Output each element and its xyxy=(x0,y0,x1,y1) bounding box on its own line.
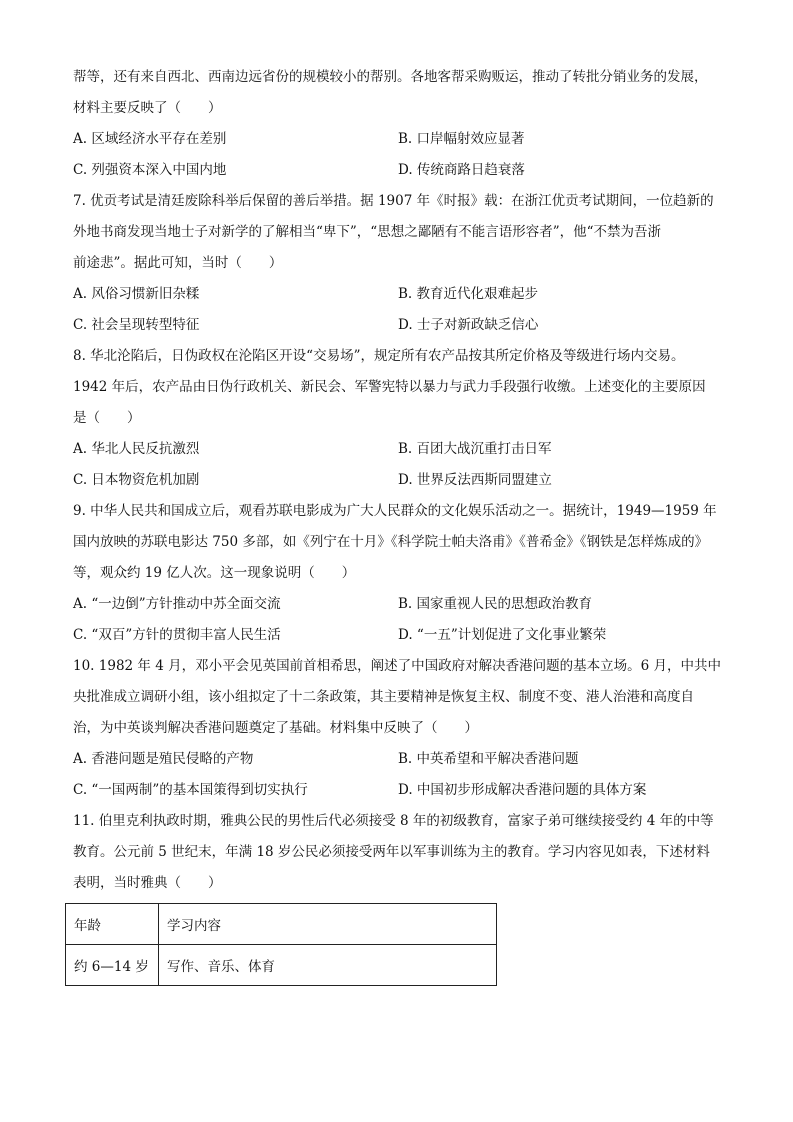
q8-options-row-2 xyxy=(73,465,725,496)
q8-option-d: D. 世界反法西斯同盟建立 xyxy=(398,472,552,488)
q8-options-row-1 xyxy=(73,434,725,465)
q9-option-c: C. “双百”方针的贯彻丰富人民生活 xyxy=(73,627,281,643)
q7-options-row-1 xyxy=(73,279,725,310)
q7-option-c: C. 社会呈现转型特征 xyxy=(73,317,200,333)
q9-text-line-3: 等，观众约 19 亿人次。这一现象说明（ ） xyxy=(73,565,356,581)
q10-option-a: A. 香港问题是殖民侵略的产物 xyxy=(73,751,254,767)
q7-text-line-1: 7. 优贡考试是清廷废除科举后保留的善后举措。据 1907 年《时报》载：在浙江优贡考试期间，一位趋新的 xyxy=(73,193,714,209)
q9-options-row-1 xyxy=(73,589,725,620)
q10-options-row-1 xyxy=(73,744,725,775)
q7-text-line-2: 外地书商发现当地士子对新学的了解相当“卑下”，“思想之鄙陋有不能言语形容者”，他“不禁为吾浙 xyxy=(73,224,662,240)
q11-education-table xyxy=(65,903,497,986)
q9-option-d: D. “一五”计划促进了文化事业繁荣 xyxy=(398,627,607,643)
q8-option-c: C. 日本物资危机加剧 xyxy=(73,472,200,488)
q9-options-row-2 xyxy=(73,620,725,651)
q8-text-line-1: 8. 华北沦陷后，日伪政权在沦陷区开设“交易场”，规定所有农产品按其所定价格及等级进行场内交易。 xyxy=(73,348,685,364)
q11-text-line-3: 表明，当时雅典（ ） xyxy=(73,875,222,891)
q10-option-d: D. 中国初步形成解决香港问题的具体方案 xyxy=(398,782,647,798)
q6-option-c: C. 列强资本深入中国内地 xyxy=(73,162,227,178)
table-header-row xyxy=(66,904,497,945)
q6-text-line-1: 帮等，还有来自西北、西南边远省份的规模较小的帮别。各地客帮采购贩运，推动了转批分销业务的发展， xyxy=(73,69,708,85)
table-header-age: 年龄 xyxy=(66,904,159,945)
table-row xyxy=(66,945,497,986)
q10-options-row-2 xyxy=(73,775,725,806)
q7-text-line-3: 前途悲”。据此可知，当时（ ） xyxy=(73,255,283,271)
exam-page xyxy=(73,62,725,899)
q9-option-b: B. 国家重视人民的思想政治教育 xyxy=(398,596,593,612)
q8-option-a: A. 华北人民反抗激烈 xyxy=(73,441,200,457)
q8-text-line-2: 1942 年后，农产品由日伪行政机关、新民会、军警宪特以暴力与武力手段强行收缴。上述变化的主要原因 xyxy=(73,379,706,395)
table-cell-content: 写作、音乐、体育 xyxy=(159,945,497,986)
q7-option-a: A. 风俗习惯新旧杂糅 xyxy=(73,286,200,302)
q11-text-line-1: 11. 伯里克利执政时期，雅典公民的男性后代必须接受 8 年的初级教育，富家子弟可继续接受约 4 年的中等 xyxy=(73,813,714,829)
q11-text-line-2: 教育。公元前 5 世纪末，年满 18 岁公民必须接受两年以军事训练为主的教育。学习内容见如表，下述材料 xyxy=(73,844,710,860)
q10-text-line-1: 10. 1982 年 4 月，邓小平会见英国前首相希思，阐述了中国政府对解决香港问题的基本立场。6 月，中共中 xyxy=(73,658,721,674)
q6-option-d: D. 传统商路日趋衰落 xyxy=(398,162,525,178)
q7-options-row-2 xyxy=(73,310,725,341)
q9-text-line-1: 9. 中华人民共和国成立后，观看苏联电影成为广大人民群众的文化娱乐活动之一。据统计，1949—1959 年 xyxy=(73,503,717,519)
q6-option-b: B. 口岸幅射效应显著 xyxy=(398,131,525,147)
q10-text-line-3: 治，为中英谈判解决香港问题奠定了基础。材料集中反映了（ ） xyxy=(73,720,478,736)
q9-option-a: A. “一边倒”方针推动中苏全面交流 xyxy=(73,596,281,612)
q6-option-a: A. 区域经济水平存在差别 xyxy=(73,131,227,147)
q7-option-d: D. 士子对新政缺乏信心 xyxy=(398,317,539,333)
q6-options-row-2 xyxy=(73,155,725,186)
table-header-content: 学习内容 xyxy=(159,904,497,945)
q6-text-line-2: 材料主要反映了（ ） xyxy=(73,100,222,116)
q10-option-c: C. “一国两制”的基本国策得到切实执行 xyxy=(73,782,308,798)
q7-option-b: B. 教育近代化艰难起步 xyxy=(398,286,539,302)
q10-text-line-2: 央批准成立调研小组，该小组拟定了十二条政策，其主要精神是恢复主权、制度不变、港人治港和高度自 xyxy=(73,689,694,705)
q8-text-line-3: 是（ ） xyxy=(73,410,141,426)
q9-text-line-2: 国内放映的苏联电影达 750 多部，如《列宁在十月》《科学院士帕夫洛甫》《普希金》《钢铁是怎样炼成的》 xyxy=(73,534,709,550)
q8-option-b: B. 百团大战沉重打击日军 xyxy=(398,441,552,457)
q6-options-row-1 xyxy=(73,124,725,155)
q10-option-b: B. 中英希望和平解决香港问题 xyxy=(398,751,579,767)
table-cell-age: 约 6—14 岁 xyxy=(66,945,159,986)
